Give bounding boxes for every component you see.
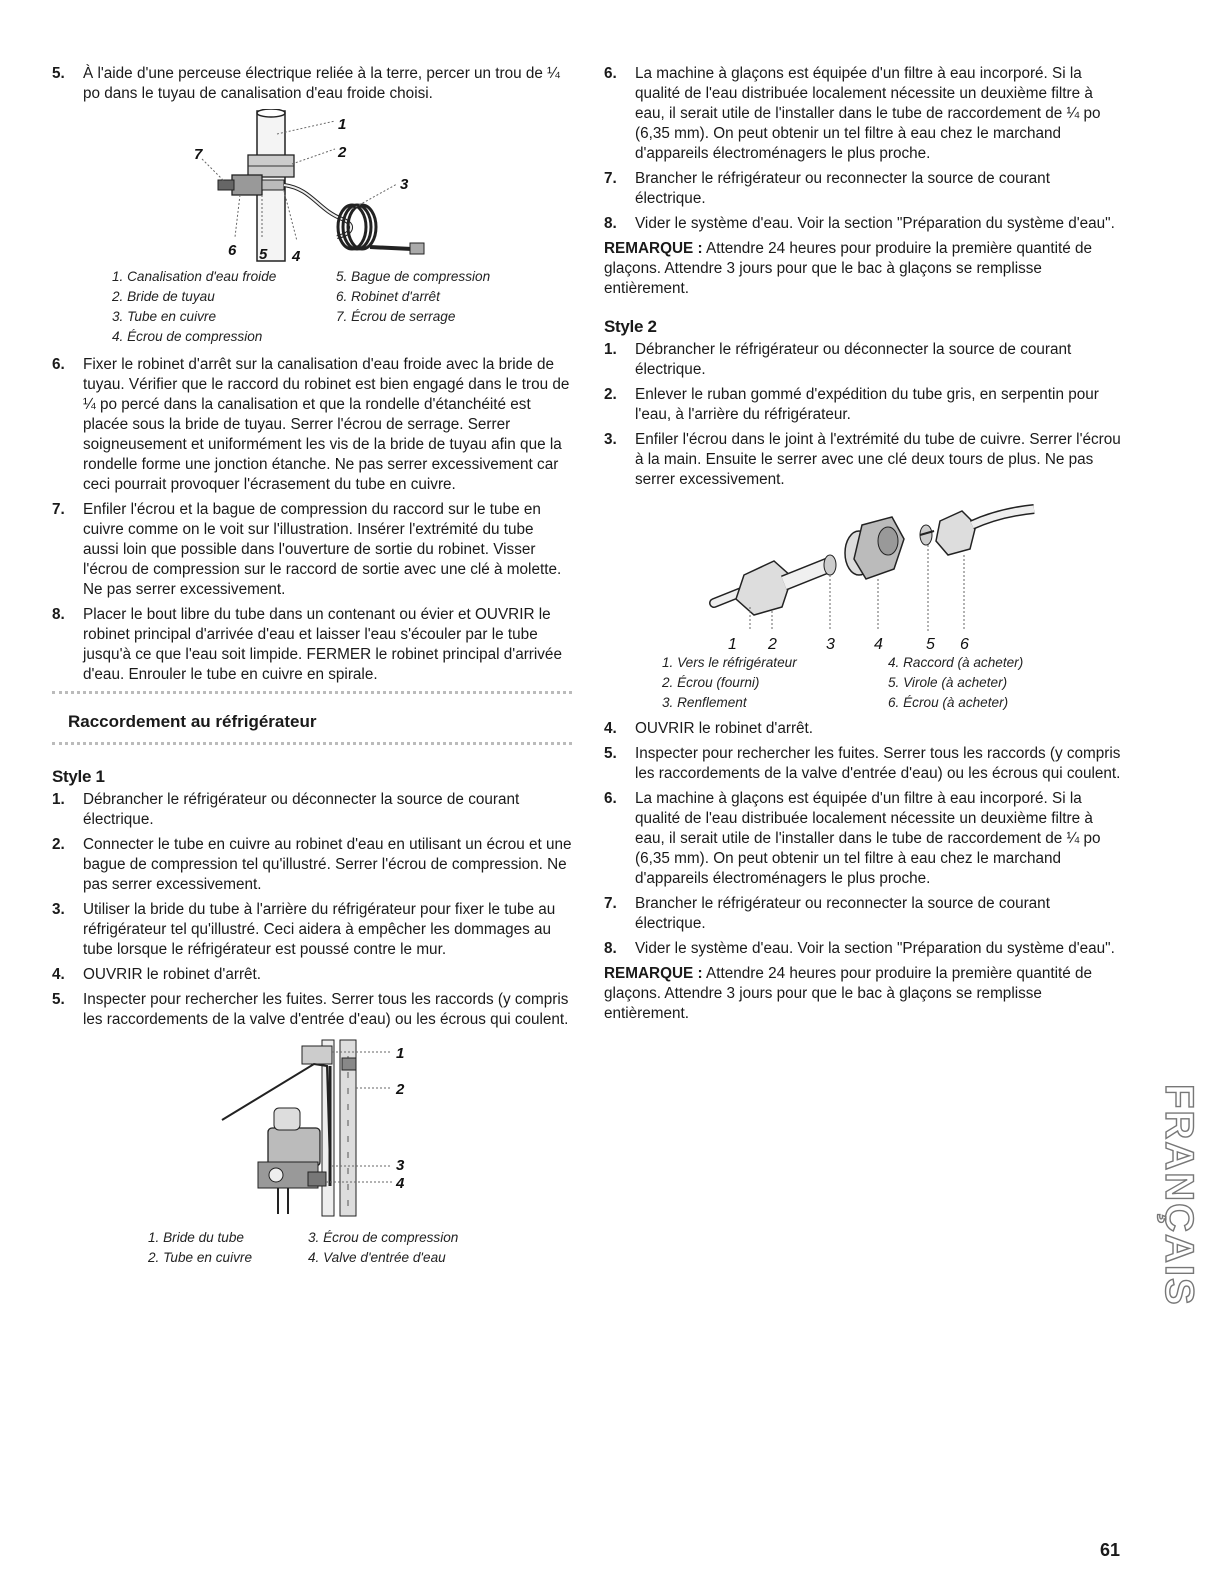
list-item <box>52 605 572 685</box>
callout-5: 5 <box>926 636 935 653</box>
figure-fitting <box>604 495 1124 653</box>
style1-heading: Style 1 <box>52 767 105 786</box>
list-item <box>604 719 1124 739</box>
step-text: Brancher le réfrigérateur ou reconnecter la source de courant électrique. <box>635 895 1050 932</box>
caption-item: 6. Écrou (à acheter) <box>888 695 1009 710</box>
list-item <box>604 169 1124 209</box>
caption-item: 1. Canalisation d'eau froide <box>112 269 277 284</box>
style2-heading: Style 2 <box>604 317 657 336</box>
note-text: Attendre 24 heures pour produire la première quantité de glaçons. Attendre 3 jours pour que le bac à glaçons se remplisse entièrement. <box>604 240 1093 297</box>
figure-water-inlet <box>52 1036 572 1228</box>
section-heading: Raccordement au réfrigérateur <box>68 712 317 731</box>
list-item <box>604 64 1124 164</box>
list-item <box>52 990 572 1030</box>
list-item <box>604 214 1124 234</box>
callout-5: 5 <box>259 246 268 263</box>
figure-caption-list <box>604 653 1124 713</box>
caption-item: 3. Renflement <box>662 695 747 710</box>
list-item <box>604 789 1124 889</box>
callout-7: 7 <box>194 146 203 163</box>
callout-3: 3 <box>400 176 409 193</box>
water-inlet-illustration <box>52 1036 572 1228</box>
note-label: REMARQUE : <box>604 965 703 982</box>
callout-2: 2 <box>338 144 347 161</box>
step-text: Vider le système d'eau. Voir la section "Préparation du système d'eau". <box>635 940 1115 957</box>
step-text: À l'aide d'une perceuse électrique reliée à la terre, percer un trou de ¼ po dans le tuyau de canalisation d'eau froide choisi. <box>83 65 560 102</box>
caption-item: 2. Bride de tuyau <box>112 289 215 304</box>
step-number: 4. <box>52 966 65 983</box>
caption-item: 5. Bague de compression <box>336 269 491 284</box>
list-item <box>604 430 1124 490</box>
step-text: Enfiler l'écrou dans le joint à l'extrémité du tube de cuivre. Serrer l'écrou à la main. Ensuite le serrer avec une clé deux tours de plus. Ne pas serrer excessivement. <box>635 431 1121 488</box>
callout-1: 1 <box>396 1045 405 1062</box>
step-number: 7. <box>604 170 617 187</box>
step-text: Inspecter pour rechercher les fuites. Serrer tous les raccords (y compris les raccordements de la valve d'entrée d'eau) ou les écrous qui coulent. <box>83 991 569 1028</box>
step-number: 7. <box>604 895 617 912</box>
language-side-tab <box>1148 1080 1208 1350</box>
section-divider-bottom <box>52 742 572 745</box>
caption-item: 1. Vers le réfrigérateur <box>662 655 797 670</box>
fitting-illustration <box>604 495 1124 653</box>
step-number: 5. <box>52 991 65 1008</box>
note-paragraph <box>604 239 1124 299</box>
step-number: 8. <box>52 606 65 623</box>
callout-4: 4 <box>292 248 301 265</box>
callout-4: 4 <box>396 1175 405 1192</box>
figure-shutoff-valve <box>52 109 572 267</box>
list-item <box>604 385 1124 425</box>
left-column <box>52 64 572 1268</box>
step-number: 8. <box>604 215 617 232</box>
step-number: 2. <box>604 386 617 403</box>
figure-caption-list <box>52 267 572 347</box>
step-number: 6. <box>604 790 617 807</box>
step-number: 1. <box>604 341 617 358</box>
caption-item: 4. Raccord (à acheter) <box>888 655 1024 670</box>
callout-1: 1 <box>728 636 737 653</box>
step-text: Fixer le robinet d'arrêt sur la canalisation d'eau froide avec la bride de tuyau. Vérifier que le raccord du robinet est bien engagé dans le trou de ¼ po percé dans la canalisation et que la rondelle d'étanchéité est placée sous la bride de tuyau. Serrer l'écrou de serrage. Serrer soigneusement et uniformément les vis de la bride de tuyau afin que la rondelle forme une jonction étanche. Ne pas serrer excessivement car ceci pourrait provoquer l'écrasement du tube en cuivre. <box>83 356 570 493</box>
list-item <box>52 900 572 960</box>
callout-2: 2 <box>396 1081 405 1098</box>
callout-3: 3 <box>396 1157 405 1174</box>
step-text: Débrancher le réfrigérateur ou déconnecter la source de courant électrique. <box>635 341 1072 378</box>
callout-2: 2 <box>768 636 777 653</box>
caption-item: 6. Robinet d'arrêt <box>336 289 440 304</box>
step-number: 5. <box>52 65 65 82</box>
step-text: Connecter le tube en cuivre au robinet d'eau en utilisant un écrou et une bague de compression tel qu'illustré. Serrer l'écrou de compression. Ne pas serrer excessivement. <box>83 836 572 893</box>
callout-3: 3 <box>826 636 835 653</box>
step-text: Vider le système d'eau. Voir la section "Préparation du système d'eau". <box>635 215 1115 232</box>
caption-item: 5. Virole (à acheter) <box>888 675 1008 690</box>
note-paragraph <box>604 964 1124 1024</box>
caption-item: 2. Tube en cuivre <box>148 1250 253 1265</box>
note-text: Attendre 24 heures pour produire la première quantité de glaçons. Attendre 3 jours pour que le bac à glaçons se remplisse entièrement. <box>604 965 1093 1022</box>
step-text: Enlever le ruban gommé d'expédition du tube gris, en serpentin pour l'eau, à l'arrière du réfrigérateur. <box>635 386 1099 423</box>
list-item <box>604 894 1124 934</box>
side-tab-label: FRANÇAIS <box>1157 1084 1201 1307</box>
callout-1: 1 <box>338 116 347 133</box>
caption-item: 1. Bride du tube <box>148 1230 244 1245</box>
step-number: 5. <box>604 745 617 762</box>
list-item <box>52 835 572 895</box>
shutoff-valve-illustration <box>52 109 572 267</box>
step-number: 4. <box>604 720 617 737</box>
caption-item: 3. Écrou de compression <box>308 1230 459 1245</box>
step-number: 6. <box>604 65 617 82</box>
page-number: 61 <box>1100 1540 1121 1560</box>
step-text: Débrancher le réfrigérateur ou déconnecter la source de courant électrique. <box>83 791 520 828</box>
step-number: 1. <box>52 791 65 808</box>
step-text: La machine à glaçons est équipée d'un filtre à eau incorporé. Si la qualité de l'eau distribuée localement nécessite un deuxième filtre à eau, il serait utile de l'installer dans le tube de raccordement de ¼ po (6,35 mm). On peut obtenir un tel filtre à eau chez le marchand d'appareils électroménagers le plus proche. <box>635 65 1101 162</box>
step-number: 3. <box>604 431 617 448</box>
list-item <box>604 340 1124 380</box>
callout-4: 4 <box>874 636 883 653</box>
list-item <box>52 965 572 985</box>
step-number: 7. <box>52 501 65 518</box>
caption-item: 3. Tube en cuivre <box>112 309 217 324</box>
list-item <box>604 939 1124 959</box>
step-text: Utiliser la bride du tube à l'arrière du réfrigérateur pour fixer le tube au réfrigérateur tel qu'illustré. Ceci aidera à empêcher les dommages au tube lorsque le réfrigérateur est poussé contre le mur. <box>83 901 556 958</box>
caption-item: 4. Valve d'entrée d'eau <box>308 1250 446 1265</box>
right-column <box>604 64 1124 1030</box>
step-text: OUVRIR le robinet d'arrêt. <box>635 720 814 737</box>
step-text: OUVRIR le robinet d'arrêt. <box>83 966 262 983</box>
callout-6: 6 <box>228 242 237 259</box>
step-number: 3. <box>52 901 65 918</box>
caption-item: 7. Écrou de serrage <box>336 309 456 324</box>
caption-item: 2. Écrou (fourni) <box>662 675 760 690</box>
caption-item: 4. Écrou de compression <box>112 329 263 344</box>
figure-caption-list <box>52 1228 572 1268</box>
list-item <box>604 744 1124 784</box>
step-text: Placer le bout libre du tube dans un contenant ou évier et OUVRIR le robinet principal d'arrivée d'eau et laisser l'eau s'écouler par le tube jusqu'à ce que l'eau soit limpide. FERMER le robinet principal d'arrivée d'eau. Enrouler le tube en cuivre en spirale. <box>83 606 562 683</box>
list-item <box>52 500 572 600</box>
callout-6: 6 <box>960 636 969 653</box>
step-drill <box>52 64 572 104</box>
step-text: La machine à glaçons est équipée d'un filtre à eau incorporé. Si la qualité de l'eau distribuée localement nécessite un deuxième filtre à eau, il serait utile de l'installer dans le tube de raccordement de ¼ po (6,35 mm). On peut obtenir un tel filtre à eau chez le marchand d'appareils électroménagers le plus proche. <box>635 790 1101 887</box>
step-number: 6. <box>52 356 65 373</box>
list-item <box>52 790 572 830</box>
step-number: 2. <box>52 836 65 853</box>
note-label: REMARQUE : <box>604 240 703 257</box>
step-number: 8. <box>604 940 617 957</box>
step-text: Inspecter pour rechercher les fuites. Serrer tous les raccords (y compris les raccordements de la valve d'entrée d'eau) ou les écrous qui coulent. <box>635 745 1121 782</box>
section-divider-top <box>52 691 572 694</box>
step-text: Enfiler l'écrou et la bague de compression du raccord sur le tube en cuivre comme on le voit sur l'illustration. Insérer l'extrémité du tube aussi loin que possible dans l'ouverture de sortie du robinet. Visser l'écrou de compression sur le raccord de sortie avec une clé à molette. Ne pas serrer excessivement. <box>83 501 562 598</box>
step-text: Brancher le réfrigérateur ou reconnecter la source de courant électrique. <box>635 170 1050 207</box>
list-item <box>52 355 572 495</box>
